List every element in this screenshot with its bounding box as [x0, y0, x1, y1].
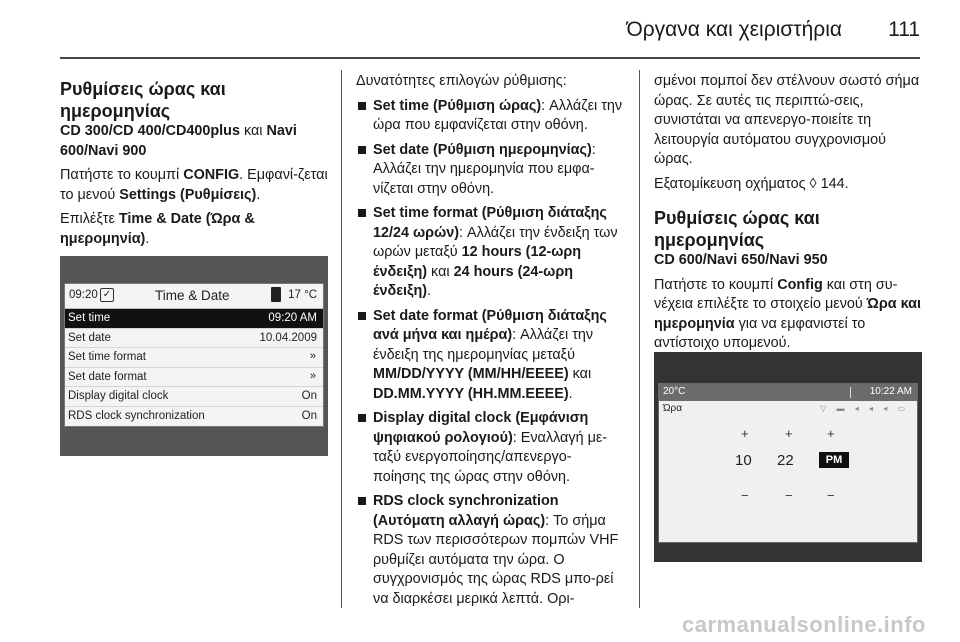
- watermark: carmanualsonline.info: [682, 612, 926, 637]
- column-divider-2: [639, 70, 640, 608]
- menu-item-set-time[interactable]: Set time 09:20 AM: [65, 309, 323, 329]
- hour-increase-button[interactable]: +: [741, 426, 749, 441]
- chevron-right-icon: »: [309, 350, 316, 362]
- header-title: Όργανα και χειριστήρια: [626, 18, 842, 41]
- display-status-bar: [659, 384, 917, 401]
- reference-arrow-icon: ◊: [809, 175, 817, 192]
- ampm-value: PM: [819, 452, 849, 468]
- time-setting-display-image: [654, 352, 922, 562]
- model-line-2: CD 600/Navi 650/Navi 950: [654, 252, 828, 268]
- time-date-display-image: [60, 256, 328, 456]
- ampm-increase-button[interactable]: +: [827, 426, 835, 441]
- display-clock: 10:22 AM: [869, 386, 912, 397]
- model-line: CD 300/CD 400/CD400plus και Navi 600/Navi 900: [60, 123, 297, 159]
- column-3: [654, 72, 922, 354]
- status-separator: [850, 387, 851, 398]
- header-rule: [60, 57, 920, 59]
- display-title: Time & Date: [155, 288, 230, 303]
- continued-text: σμένοι πομποί δεν στέλνουν σωστό σήμα ώρας. Σε αυτές τις περιπτώ-σεις, συνιστάται να απενεργο-ποιείτε τη λειτουργία αυτόματου συγχρονισμού ώρας.: [654, 73, 920, 167]
- section-heading-2: Ρυθμίσεις ώρας και ημερομηνίας: [654, 208, 820, 250]
- section-heading: Ρυθμίσεις ώρας και ημερομηνίας: [60, 79, 226, 121]
- paragraph-config: Πατήστε το κουμπί CONFIG. Εμφανί-ζεται το μενού Settings (Ρυθμίσεις).: [60, 167, 328, 203]
- paragraph-select: Επιλέξτε Time & Date (Ώρα & ημερομηνία).: [60, 211, 255, 247]
- menu-item-set-date[interactable]: Set date 10.04.2009: [65, 329, 323, 349]
- minute-decrease-button[interactable]: −: [785, 488, 793, 503]
- display-temperature: 20°C: [663, 386, 686, 397]
- display-header: [65, 284, 323, 309]
- page-number: 111: [888, 18, 920, 41]
- chevron-right-icon: »: [309, 369, 316, 382]
- bullet-date-format: Set date format (Ρύθμιση διάταξης ανά μήνα και ημέρα): Αλλάζει την ένδειξη της ημερομηνίας μεταξύ MM/DD/YYYY (MM/HH/EEEE) και DD.MM.YYYY (HH.MM.EEEE).: [356, 307, 624, 405]
- minute-value: 22: [777, 452, 794, 469]
- menu-item-set-date-format[interactable]: Set date format »: [65, 368, 323, 388]
- bullet-time-format: Set time format (Ρύθμιση διάταξης 12/24 ωρών): Αλλάζει την ένδειξη των ωρών μεταξύ 12 hours (12-ωρη ένδειξη) και 24 hours (24-ωρη ένδειξη).: [356, 204, 624, 302]
- column-2: [356, 72, 624, 609]
- display-temperature: 17 °C: [288, 289, 317, 301]
- minute-increase-button[interactable]: +: [785, 426, 793, 441]
- cross-reference: Εξατομίκευση οχήματος ◊ 144.: [654, 175, 849, 192]
- bullet-rds-sync: RDS clock synchronization (Αυτόματη αλλαγή ώρας): Το σήμα RDS των περισσότερων πομπών VHF ρυθμίζει αυτόματα την ώρα. Ο συγχρονισμός της ώρας RDS μπο-ρεί να διαρκέσει μερικά λεπτά. Ορι-: [356, 492, 624, 609]
- menu-item-display-digital-clock[interactable]: Display digital clock On: [65, 387, 323, 407]
- column-1: [60, 78, 328, 249]
- status-icons: ▽ ▬ ◂ ◂ ◂ ▭: [820, 404, 909, 413]
- ampm-decrease-button[interactable]: −: [827, 488, 835, 503]
- bullet-set-date: Set date (Ρύθμιση ημερομηνίας): Αλλάζει την ημερομηνία που εμφα-νίζεται στην οθόνη.: [356, 141, 624, 200]
- menu-item-rds-clock-sync[interactable]: RDS clock synchronization On: [68, 409, 317, 422]
- menu-item-set-time-format[interactable]: Set time format »: [65, 348, 323, 368]
- paragraph-config-2: Πατήστε το κουμπί Config και στη συ-νέχεια επιλέξτε το στοιχείο μενού Ώρα και ημερομηνία για να εμφανιστεί το αντίστοιχο υπομενού.: [654, 276, 921, 351]
- options-intro: Δυνατότητες επιλογών ρύθμισης:: [356, 73, 567, 89]
- display-clock: 09:20: [69, 289, 98, 301]
- hour-value: 10: [735, 452, 752, 469]
- bullet-digital-clock: Display digital clock (Εμφάνιση ψηφιακού ρολογιού): Εναλλαγή με-ταξύ ενεργοποίησης/απενεργο-ποίησης της ώρας στην οθόνη.: [356, 409, 624, 487]
- bullet-set-time: Set time (Ρύθμιση ώρας): Αλλάζει την ώρα που εμφανίζεται στην οθόνη.: [356, 97, 624, 136]
- hour-decrease-button[interactable]: −: [741, 488, 749, 503]
- phone-icon: [271, 287, 281, 302]
- check-icon: ✓: [100, 288, 114, 302]
- column-divider-1: [341, 70, 342, 608]
- display-label: Ώρα: [663, 403, 682, 414]
